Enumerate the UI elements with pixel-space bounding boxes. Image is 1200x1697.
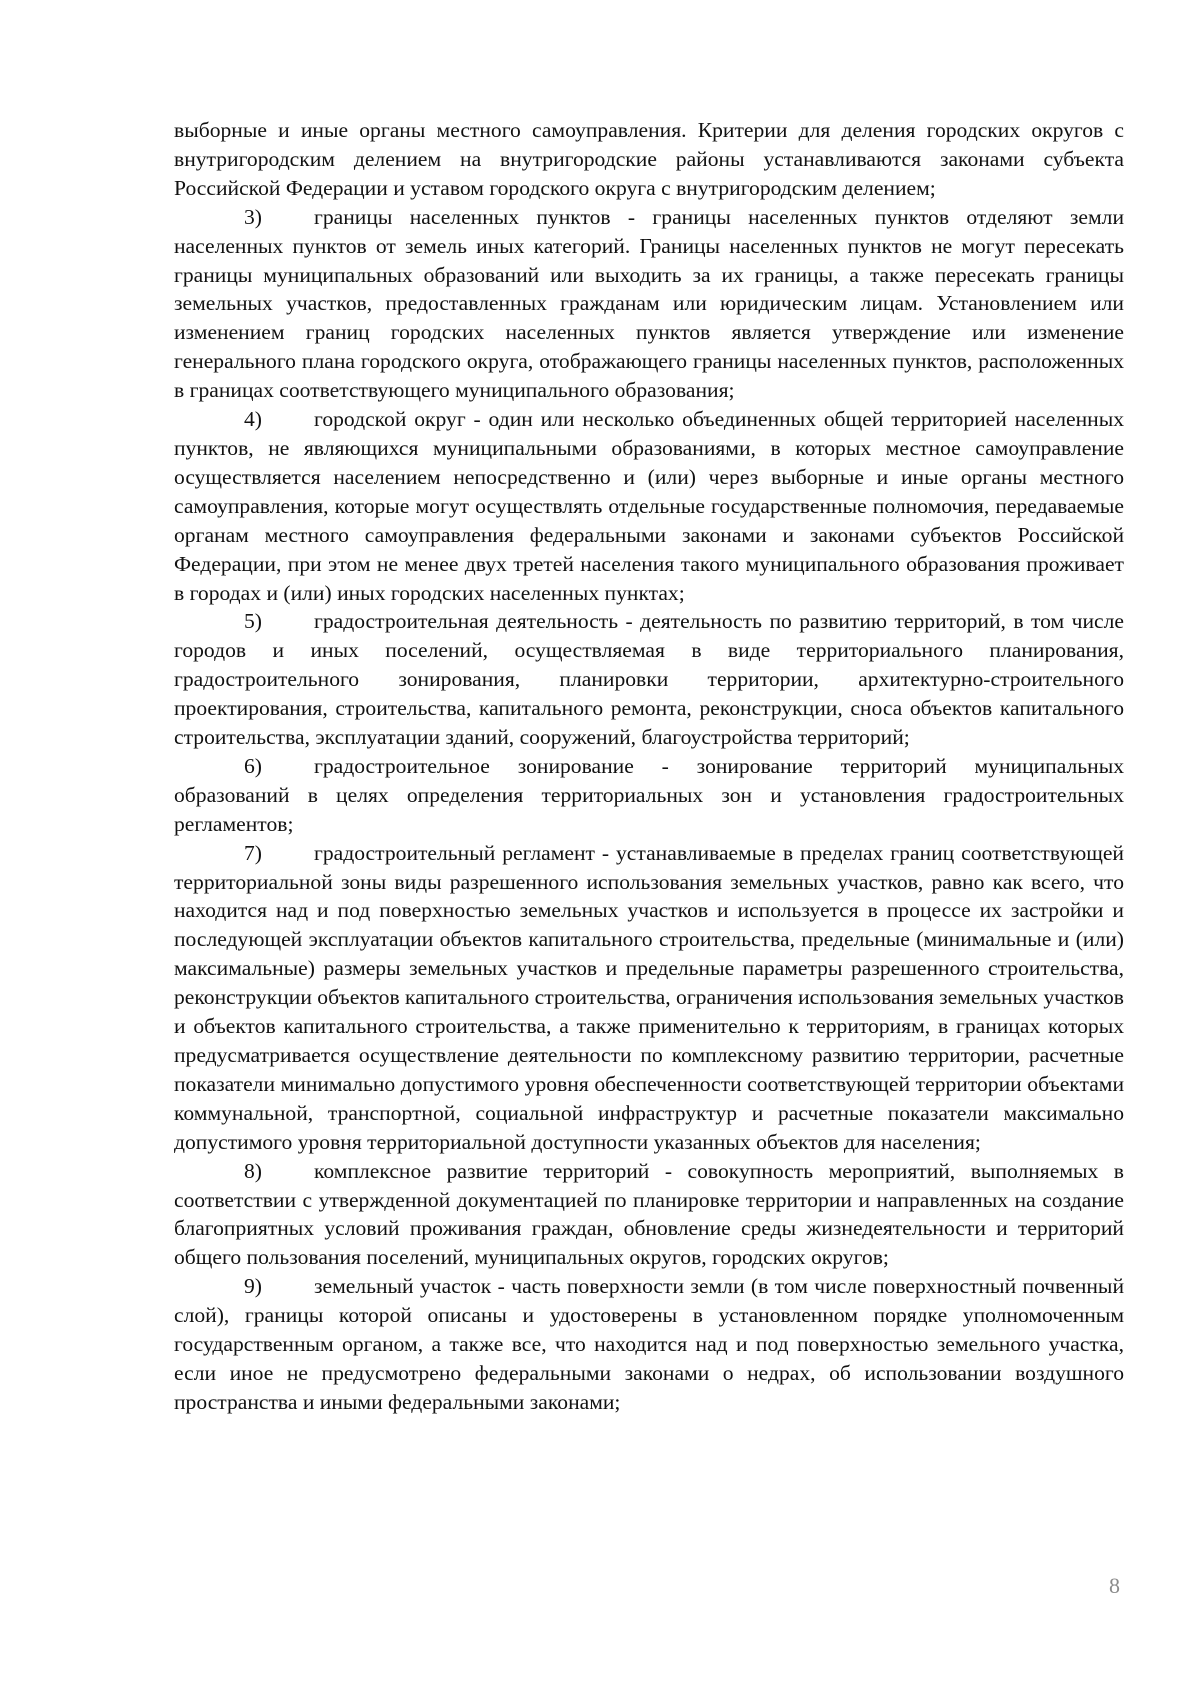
- item-number: 8): [244, 1158, 262, 1183]
- item-text: градостроительный регламент - устанавливаемые в пределах границ соответствующей территориальной зоны виды разрешенного использования земельных участков, равно как всего, что находится над и под поверхностью земельных участков и используется в процессе их застройки и последующей эксплуатации объектов капитального строительства, предельные (минимальные и (или) максимальные) размеры земельных участков и предельные параметры разрешенного строительства, реконструкции объектов капитального строительства, ограничения использования земельных участков и объектов капитального строительства, а также применительно к территориям, в границах которых предусматривается осуществление деятельности по комплексному развитию территории, расчетные показатели минимально допустимого уровня обеспеченности соответствующей территории объектами коммунальной, транспортной, социальной инфраструктур и расчетные показатели максимально допустимого уровня территориальной доступности указанных объектов для населения;: [174, 840, 1124, 1154]
- item-text: градостроительная деятельность - деятельность по развитию территорий, в том числе городов и иных поселений, осуществляемая в виде территориального планирования, градостроительного зонирования, планировки территории, архитектурно-строительного проектирования, строительства, капитального ремонта, реконструкции, сноса объектов капитального строительства, эксплуатации зданий, сооружений, благоустройства территорий;: [174, 609, 1124, 750]
- item-number: 6): [244, 753, 262, 778]
- list-item: [174, 203, 1124, 405]
- item-number: 7): [244, 840, 262, 865]
- list-item: [174, 607, 1124, 752]
- item-text: земельный участок - часть поверхности земли (в том числе поверхностный почвенный слой), границы которой описаны и удостоверены в установленном порядке уполномоченным государственным органом, а также все, что находится над и под поверхностью земельного участка, если иное не предусмотрено федеральными законами о недрах, об использовании воздушного пространства и иными федеральными законами;: [174, 1274, 1124, 1414]
- item-number: 3): [244, 204, 262, 229]
- page-number: 8: [1109, 1573, 1120, 1598]
- item-text: границы населенных пунктов - границы населенных пунктов отделяют земли населенных пунктов от земель иных категорий. Границы населенных пунктов не могут пересекать границы муниципальных образований или выходить за их границы, а также пересекать границы земельных участков, предоставленных гражданам или юридическим лицам. Установлением или изменением границ городских населенных пунктов является утверждение или изменение генерального плана городского округа, отображающего границы населенных пунктов, расположенных в границах соответствующего муниципального образования;: [174, 204, 1124, 403]
- list-item: [174, 405, 1124, 607]
- item-number: 9): [244, 1274, 262, 1299]
- list-item: [174, 1272, 1124, 1417]
- item-number: 5): [244, 609, 262, 634]
- list-item: [174, 1157, 1124, 1273]
- intro-paragraph: выборные и иные органы местного самоуправления. Критерии для деления городских округов с внутригородским делением на внутригородские районы устанавливаются законами субъекта Российской Федерации и уставом городского округа с внутригородским делением;: [174, 118, 1124, 200]
- item-text: городской округ - один или несколько объединенных общей территорией населенных пунктов, не являющихся муниципальными образованиями, в которых местное самоуправление осуществляется населением непосредственно и (или) через выборные и иные органы местного самоуправления, которые могут осуществлять отдельные государственные полномочия, передаваемые органам местного самоуправления федеральными законами и законами субъектов Российской Федерации, при этом не менее двух третей населения такого муниципального образования проживает в городах и (или) иных городских населенных пунктах;: [174, 407, 1124, 605]
- item-text: комплексное развитие территорий - совокупность мероприятий, выполняемых в соответствии с утвержденной документацией по планировке территории и направленных на создание благоприятных условий проживания граждан, обновление среды жизнедеятельности и территорий общего пользования поселений, муниципальных округов, городских округов;: [174, 1158, 1124, 1270]
- item-text: градостроительное зонирование - зонирование территорий муниципальных образований в целях определения территориальных зон и установления градостроительных регламентов;: [174, 753, 1124, 836]
- document-body: [174, 116, 1124, 1417]
- item-number: 4): [244, 407, 262, 432]
- list-item: [174, 752, 1124, 839]
- list-item: [174, 839, 1124, 1157]
